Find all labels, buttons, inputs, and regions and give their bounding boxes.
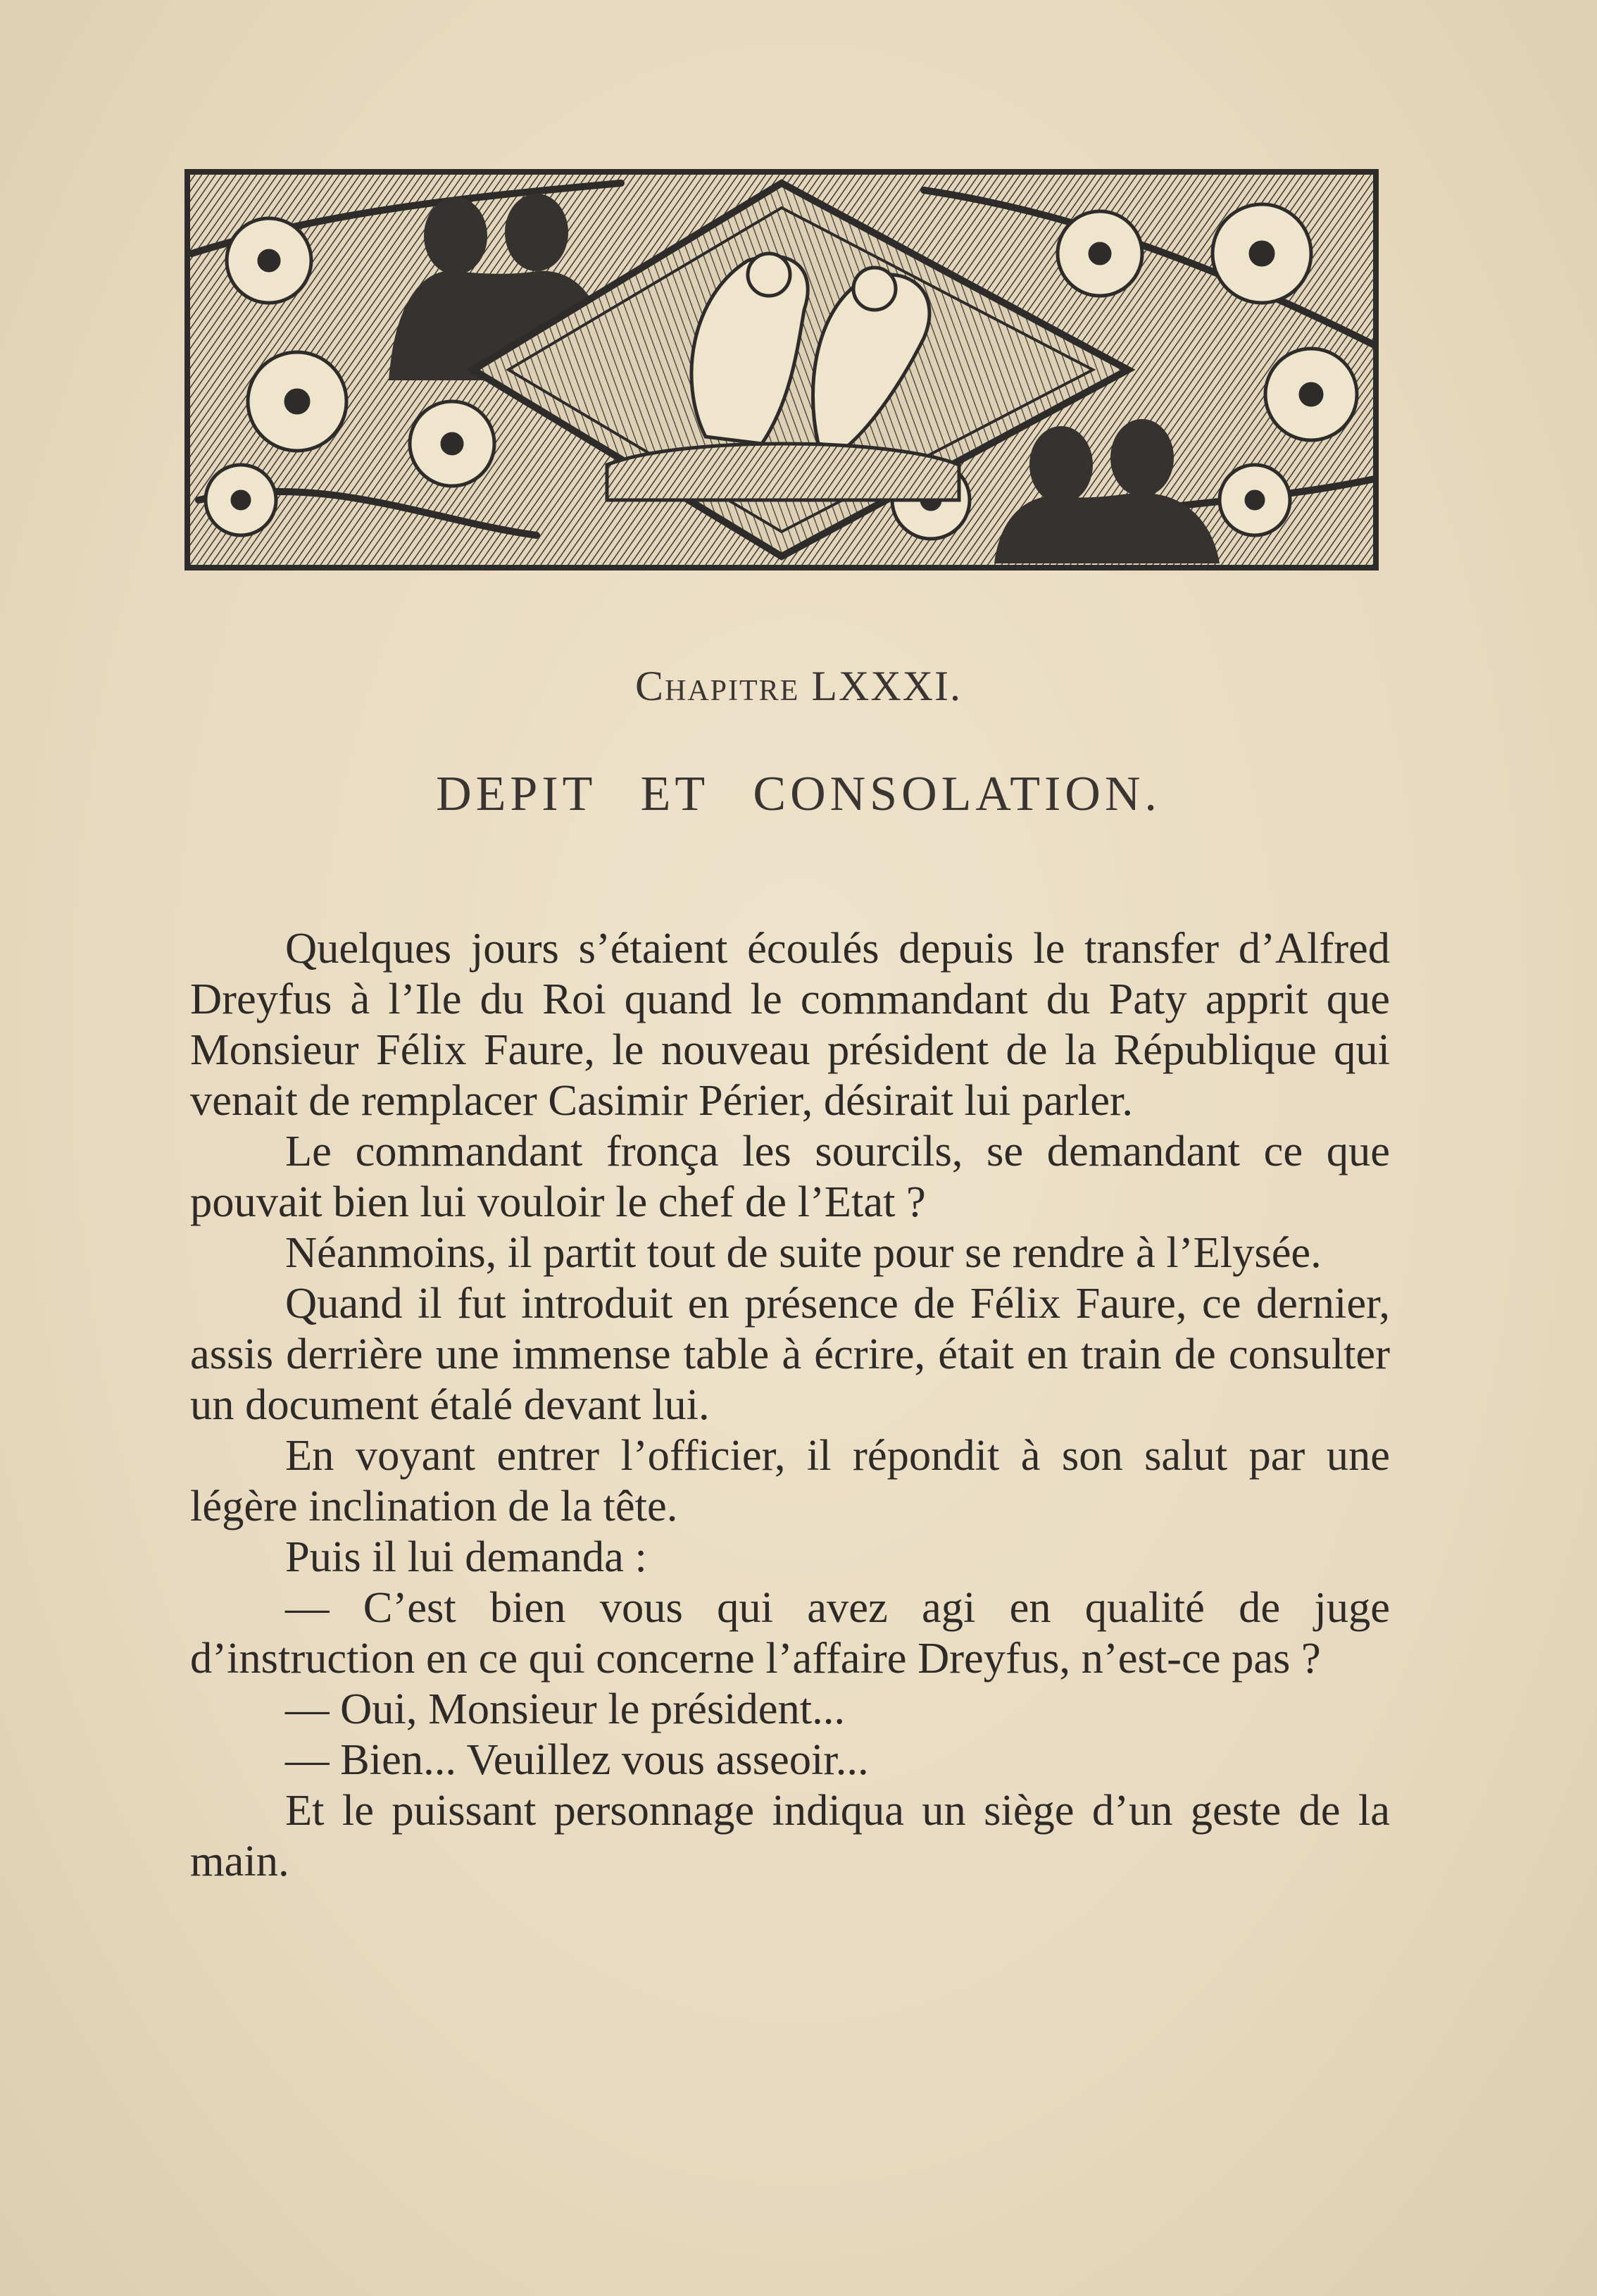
paragraph: Et le puissant personnage indiqua un siège d’un geste de la main. bbox=[190, 1785, 1390, 1885]
woodcut-ornament-icon bbox=[184, 169, 1379, 570]
chapter-number: LXXXI. bbox=[811, 663, 962, 709]
body-text bbox=[190, 923, 1390, 1886]
chapter-heading bbox=[0, 662, 1597, 711]
paragraph: Néanmoins, il partit tout de suite pour se rendre à l’Elysée. bbox=[285, 1228, 1322, 1277]
paragraph: — C’est bien vous qui avez agi en qualité de juge d’instruction en ce qui concerne l’affaire Dreyfus, n’est-ce pas ? bbox=[190, 1583, 1390, 1683]
chapter-title: DEPIT ET CONSOLATION. bbox=[436, 767, 1161, 821]
paragraph: En voyant entrer l’officier, il répondit à son salut par une légère inclination de la tête. bbox=[190, 1430, 1390, 1530]
chapter-label: Chapitre bbox=[635, 663, 800, 709]
paragraph: Quand il fut introduit en présence de Félix Faure, ce dernier, assis derrière une immense table à écrire, était en train de consulter un document étalé devant lui. bbox=[190, 1278, 1390, 1429]
paragraph: — Oui, Monsieur le président... bbox=[285, 1684, 846, 1733]
paragraph: Puis il lui demanda : bbox=[285, 1532, 647, 1581]
paragraph: Quelques jours s’étaient écoulés depuis le transfer d’Alfred Dreyfus à l’Ile du Roi quand le commandant du Paty apprit que Monsieur Félix Faure, le nouveau président de la République qui venait de remplacer Casimir Périer, désirait lui parler. bbox=[190, 923, 1390, 1125]
paragraph: — Bien... Veuillez vous asseoir... bbox=[285, 1735, 869, 1784]
paragraph: Le commandant fronça les sourcils, se demandant ce que pouvait bien lui vouloir le chef de l’Etat ? bbox=[190, 1126, 1390, 1226]
